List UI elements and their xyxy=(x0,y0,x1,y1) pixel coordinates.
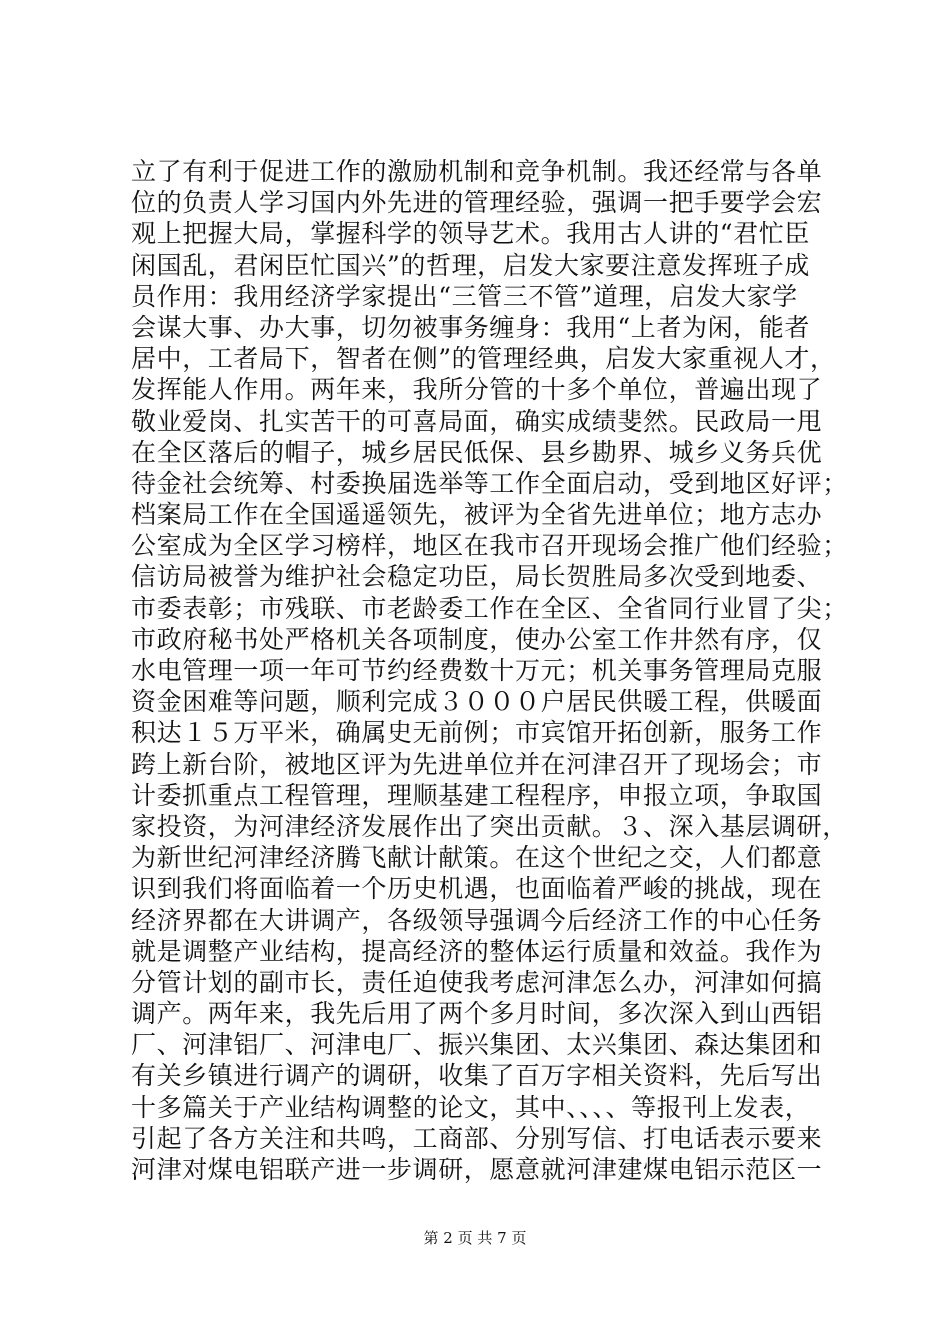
page-number-label: 第 2 页 共 7 页 xyxy=(423,1229,527,1247)
body-text xyxy=(131,156,848,1185)
text-line-2: 位的负责人学习国内外先进的管理经验，强调一把手要学会宏 xyxy=(131,188,823,218)
text-line-31: 十多篇关于产业结构调整的论文，其中、、、、等报刊上发表， xyxy=(131,1092,811,1122)
text-line-10: 在全区落后的帽子，城乡居民低保、县乡勘界、城乡义务兵优 xyxy=(131,437,823,467)
text-line-20: 跨上新台阶，被地区评为先进单位并在河津召开了现场会；市 xyxy=(131,749,823,779)
text-line-14: 信访局被誉为维护社会稳定功臣，局长贺胜局多次受到地委、 xyxy=(131,562,823,592)
text-line-29: 厂、河津铝厂、河津电厂、振兴集团、太兴集团、森达集团和 xyxy=(131,1030,823,1060)
text-line-1: 立了有利于促进工作的激励机制和竞争机制。我还经常与各单 xyxy=(131,157,823,186)
text-line-16: 市政府秘书处严格机关各项制度，使办公室工作井然有序，仅 xyxy=(131,624,823,654)
text-line-8: 发挥能人作用。两年来，我所分管的十多个单位，普遍出现了 xyxy=(131,375,823,405)
page-footer xyxy=(0,1228,950,1248)
text-line-30: 有关乡镇进行调产的调研，收集了百万字相关资料，先后写出 xyxy=(131,1061,823,1091)
text-line-27: 分管计划的副市长，责任迫使我考虑河津怎么办，河津如何搞 xyxy=(131,967,823,997)
text-line-25: 经济界都在大讲调产，各级领导强调今后经济工作的中心任务 xyxy=(131,905,823,935)
text-line-5: 员作用：我用经济学家提出“三管三不管”道理，启发大家学 xyxy=(131,281,798,311)
text-line-15: 市委表彰；市残联、市老龄委工作在全区、全省同行业冒了尖； xyxy=(131,593,848,623)
text-line-28: 调产。两年来，我先后用了两个多月时间，多次深入到山西铝 xyxy=(131,999,823,1029)
text-line-17: 水电管理一项一年可节约经费数十万元；机关事务管理局克服 xyxy=(131,656,823,685)
text-line-4: 闲国乱，君闲臣忙国兴”的哲理，启发大家要注意发挥班子成 xyxy=(131,250,810,280)
text-line-19: 积达１５万平米，确属史无前例；市宾馆开拓创新，服务工作 xyxy=(131,718,823,748)
text-line-33: 河津对煤电铝联产进一步调研，愿意就河津建煤电铝示范区一 xyxy=(131,1155,823,1184)
text-line-9: 敬业爱岗、扎实苦干的可喜局面，确实成绩斐然。民政局一甩 xyxy=(131,406,823,436)
text-line-26: 就是调整产业结构，提高经济的整体运行质量和效益。我作为 xyxy=(131,936,823,966)
text-line-32: 引起了各方关注和共鸣，工商部、分别写信、打电话表示要来 xyxy=(131,1123,823,1153)
text-line-24: 识到我们将面临着一个历史机遇，也面临着严峻的挑战，现在 xyxy=(131,874,823,904)
text-line-22: 家投资，为河津经济发展作出了突出贡献。３、深入基层调研， xyxy=(131,811,848,841)
text-line-12: 档案局工作在全国遥遥领先，被评为全省先进单位；地方志办 xyxy=(131,500,823,530)
text-line-11: 待金社会统筹、村委换届选举等工作全面启动，受到地区好评； xyxy=(131,468,848,498)
text-line-21: 计委抓重点工程管理，理顺基建工程程序，申报立项，争取国 xyxy=(131,780,823,810)
text-line-13: 公室成为全区学习榜样，地区在我市召开现场会推广他们经验； xyxy=(131,531,848,561)
text-line-6: 会谋大事、办大事，切勿被事务缠身：我用“上者为闲，能者 xyxy=(131,312,810,342)
text-line-23: 为新世纪河津经济腾飞献计献策。在这个世纪之交，人们都意 xyxy=(131,843,823,873)
text-line-18: 资金困难等问题，顺利完成３０００户居民供暖工程，供暖面 xyxy=(131,687,823,717)
text-line-3: 观上把握大局，掌握科学的领导艺术。我用古人讲的“君忙臣 xyxy=(131,219,810,249)
text-line-7: 居中，工者局下，智者在侧”的管理经典，启发大家重视人才， xyxy=(131,344,836,374)
